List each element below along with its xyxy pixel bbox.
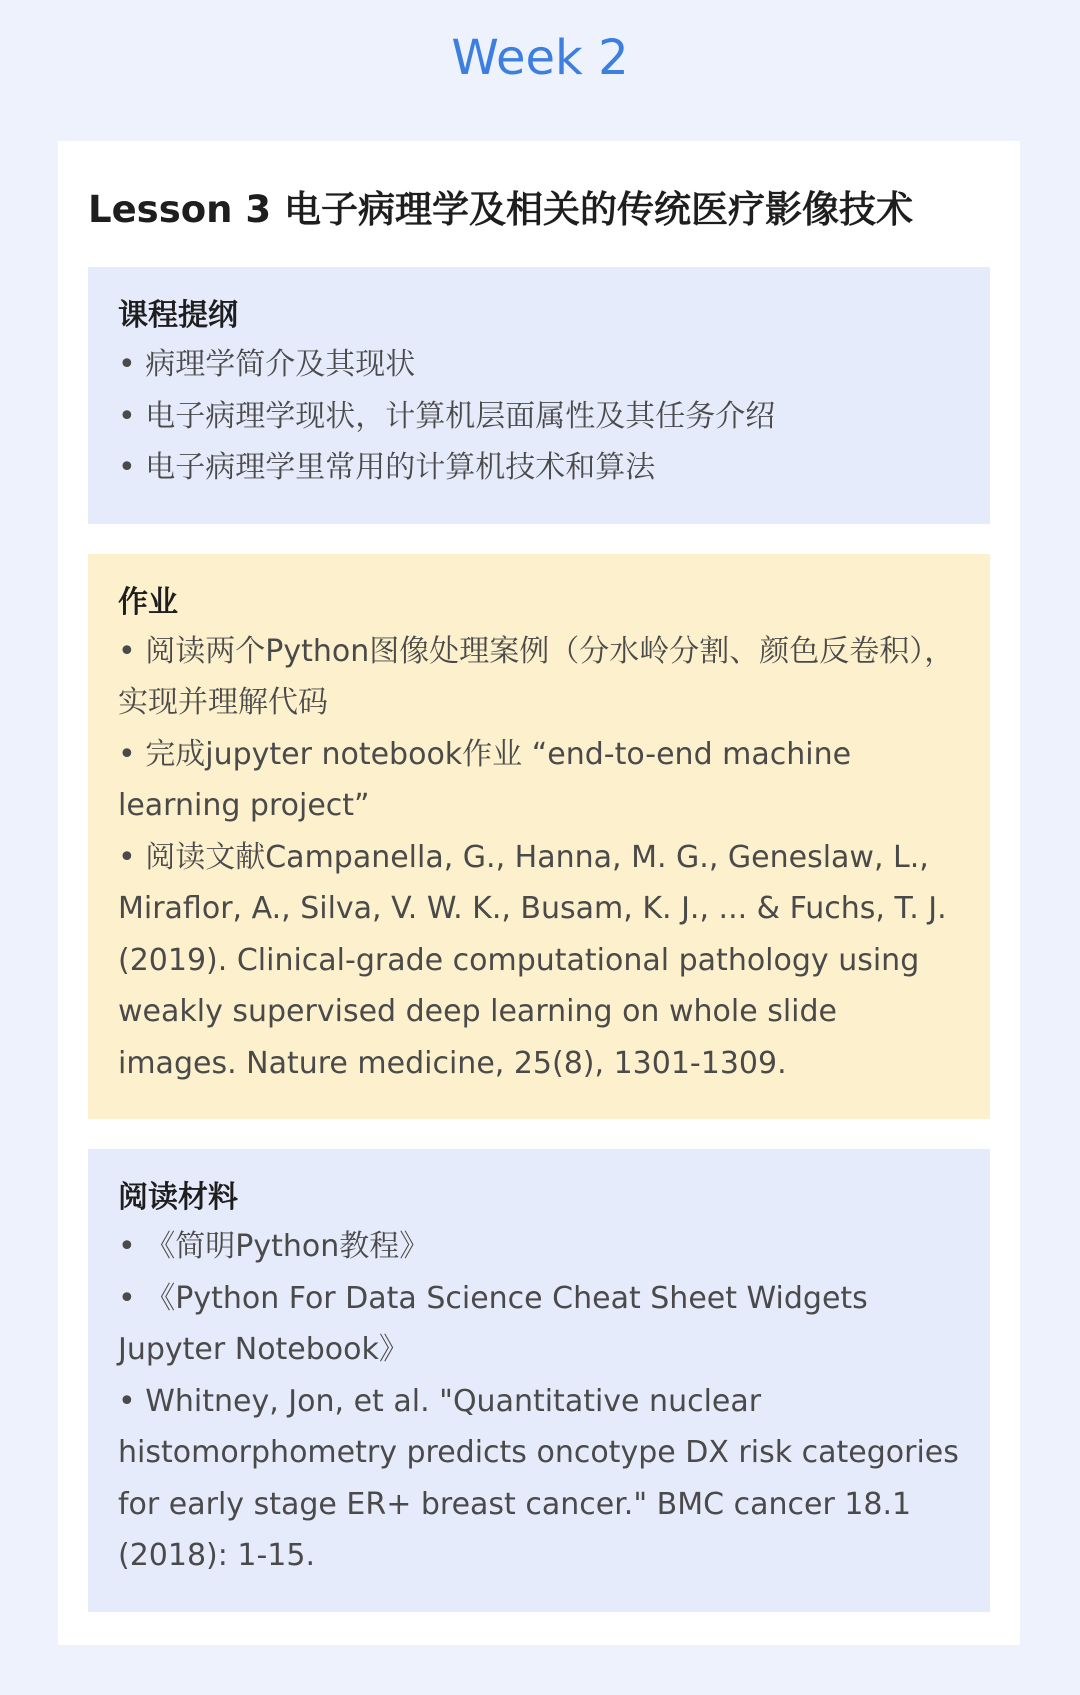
reading-materials-box: [88, 1149, 990, 1612]
reading-materials-heading: 阅读材料: [118, 1180, 238, 1215]
reading-materials-list: [118, 1221, 962, 1582]
list-item: • 《简明Python教程》: [118, 1221, 962, 1273]
course-outline-box: [88, 267, 990, 524]
list-item: • 完成jupyter notebook作业 “end-to-end machine learning project”: [118, 729, 962, 832]
course-outline-heading: 课程提纲: [118, 298, 238, 333]
list-item: • 阅读文献Campanella, G., Hanna, M. G., Geneslaw, L., Miraflor, A., Silva, V. W. K., Busam, K. J., ... & Fuchs, T. J. (2019). Clinical-grade computational pathology using weakly supervised deep learning on whole slide images. Nature medicine, 25(8), 1301-1309.: [118, 832, 962, 1090]
homework-box: [88, 554, 990, 1120]
list-item: • 《Python For Data Science Cheat Sheet Widgets Jupyter Notebook》: [118, 1273, 962, 1376]
list-item: • 病理学简介及其现状: [118, 339, 962, 391]
list-item: • 电子病理学里常用的计算机技术和算法: [118, 442, 962, 494]
list-item: • Whitney, Jon, et al. "Quantitative nuclear histomorphometry predicts oncotype DX risk categories for early stage ER+ breast cancer." BMC cancer 18.1 (2018): 1-15.: [118, 1376, 962, 1582]
week-title: Week 2: [451, 30, 629, 86]
lesson-title: Lesson 3 电子病理学及相关的传统医疗影像技术: [88, 188, 913, 231]
lesson-card: [58, 141, 1020, 1645]
list-item: • 电子病理学现状，计算机层面属性及其任务介绍: [118, 391, 962, 443]
course-outline-list: [118, 339, 962, 494]
homework-heading: 作业: [118, 584, 178, 620]
list-item: • 阅读两个Python图像处理案例（分水岭分割、颜色反卷积），实现并理解代码: [118, 626, 962, 729]
homework-list: [118, 626, 962, 1090]
